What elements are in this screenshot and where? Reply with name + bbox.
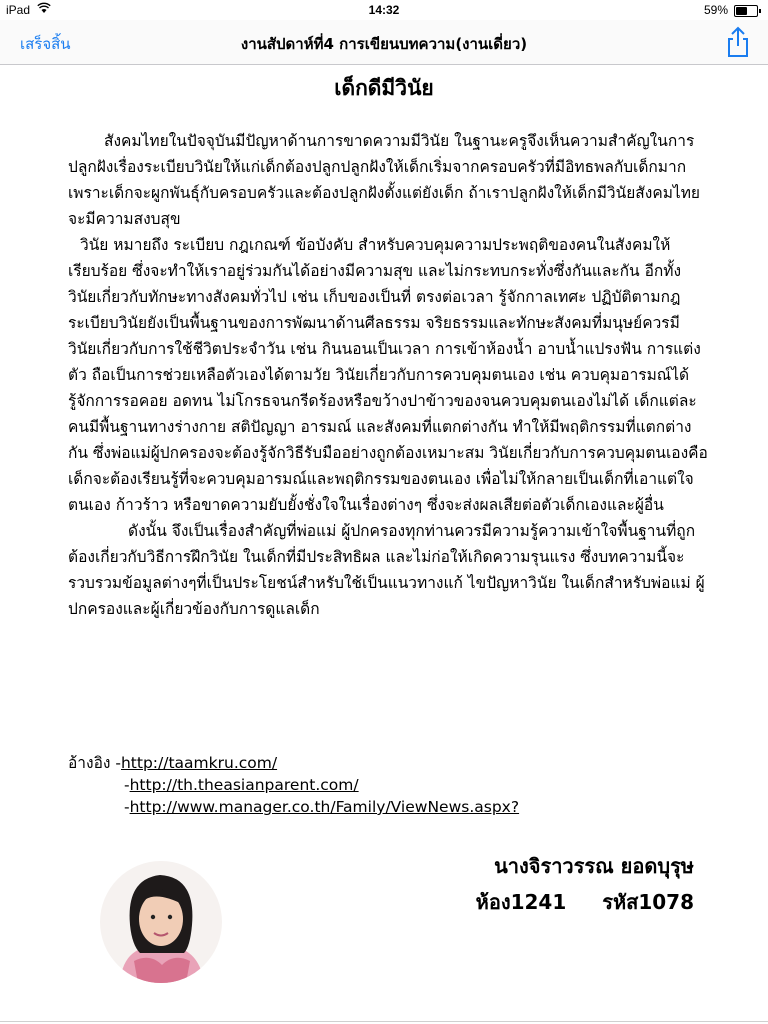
divider [0, 1021, 768, 1022]
reference-link[interactable]: http://taamkru.com/ [120, 754, 278, 772]
clock: 14:32 [368, 3, 400, 17]
battery-fill [736, 7, 747, 15]
device-label: iPad [6, 3, 31, 17]
document-body [68, 128, 708, 622]
reference-link[interactable]: http://th.theasianparent.com/ [129, 776, 359, 794]
battery-icon [734, 5, 758, 17]
author-room: ห้อง1241 [475, 890, 567, 914]
battery-percent: 59% [703, 3, 728, 17]
paragraph: สังคมไทยในปัจจุบันมีปัญหาด้านการขาดความมีวินัย ในฐานะครูจึงเห็นความสำคัญในการปลูกฝังเรื่องระเบียบวินัยให้แก่เด็กต้องปลูกปลูกฝังให้เด็กเริ่มจากครอบครัวที่มีอิทธพลกับเด็กมากเพราะเด็กจะผูกพันธุ์กับครอบครัวและต้องปลูกฝังตั้งแต่ยังเด็ก ถ้าเราปลูกฝังให้เด็กมีวินัยสังคมไทยจะมีความสงบสุข [68, 132, 701, 228]
status-bar [0, 0, 768, 20]
author-code: รหัส1078 [602, 890, 694, 914]
author-name: นางจิราวรรณ ยอดบุรุษ [494, 854, 694, 878]
author-photo [100, 861, 222, 983]
document-view[interactable] [0, 66, 768, 1024]
reference-link[interactable]: http://www.manager.co.th/Family/ViewNews.aspx? [129, 798, 520, 816]
share-icon[interactable] [724, 26, 752, 58]
paragraph: ดังนั้น จึงเป็นเรื่องสำคัญที่พ่อแม่ ผู้ปกครองทุกท่านควรมีความรู้ความเข้าใจพื้นฐานที่ถูกต้องเกี่ยวกับวิธีการฝึกวินัย ในเด็กที่มีประสิทธิผล และไม่ก่อให้เกิดความรุนแรง ซึ่งบทความนี้จะรวบรวมข้อมูลต่างๆที่เป็นประโยชน์สำหรับใช้เป็นแนวทางแก้ ไขปัญหาวินัย ในเด็กสำหรับพ่อแม่ ผู้ปกครองและผู้เกี่ยวข้องกับการดูแลเด็ก [68, 522, 705, 618]
paragraph: วินัย หมายถึง ระเบียบ กฎเกณฑ์ ข้อบังคับ สำหรับควบคุมความประพฤติของคนในสังคมให้เรียบร้อย ซึ่งจะทำให้เราอยู่ร่วมกันได้อย่างมีความสุข และไม่กระทบกระทั่งซึ่งกันและกัน อีกทั้งวินัยเกี่ยวกับทักษะทางสังคมทั่วไป เช่น เก็บของเป็นที่ ตรงต่อเวลา รู้จักกาลเทศะ ปฏิบัติตามกฎระเบียบวินัยยังเป็นพื้นฐานของการพัฒนาด้านศีลธรรม จริยธรรมและทักษะสังคมที่มนุษย์ควรมี วินัยเกี่ยวกับการใช้ชีวิตประจำวัน เช่น กินนอนเป็นเวลา การเข้าห้องน้ำ อาบน้ำแปรงฟัน การแต่งตัว ถือเป็นการช่วยเหลือตัวเองได้ตามวัย วินัยเกี่ยวกับการควบคุมตนเอง เช่น ควบคุมอารมณ์ได้ รู้จักการรอคอย อดทน ไม่โกรธจนกรีดร้องหรือขว้างปาข้าวของจนควบคุมตนเองไม่ได้ เด็กแต่ละคนมีพื้นฐานทางร่างกาย สติปัญญา อารมณ์ และสังคมที่แตกต่างกัน ทำให้มีพฤติกรรมที่แตกต่างกัน ซึ่งพ่อแม่ผู้ปกครองจะต้องรู้จักวิธีรับมืออย่างถูกต้องเหมาะสม วินัยเกี่ยวกับการควบคุมตนเองคือ เด็กจะต้องเรียนรู้ที่จะควบคุมอารมณ์และพฤติกรรมของตนเอง เพื่อไม่ให้กลายเป็นเด็กที่เอาแต่ใจตนเอง ก้าวร้าว หรือขาดความยับยั้งชั่งใจในเรื่องต่างๆ ซึ่งจะส่งผลเสียต่อตัวเด็กเองและผู้อื่น [68, 236, 708, 514]
references: อ้างอิง -http://taamkru.com/ -http://th.theasianparent.com/ -http://www.manager.co.th/Family/ViewNews.aspx? [68, 754, 520, 816]
document-title: เด็กดีมีวินัย [334, 76, 434, 100]
author-info [476, 848, 694, 920]
references-label: อ้างอิง - [68, 754, 121, 772]
page-title: งานสัปดาห์ที่4 การเขียนบทความ(งานเดี่ยว) [240, 35, 528, 53]
done-button[interactable]: เสร็จสิ้น [20, 35, 71, 53]
nav-bar [0, 20, 768, 65]
